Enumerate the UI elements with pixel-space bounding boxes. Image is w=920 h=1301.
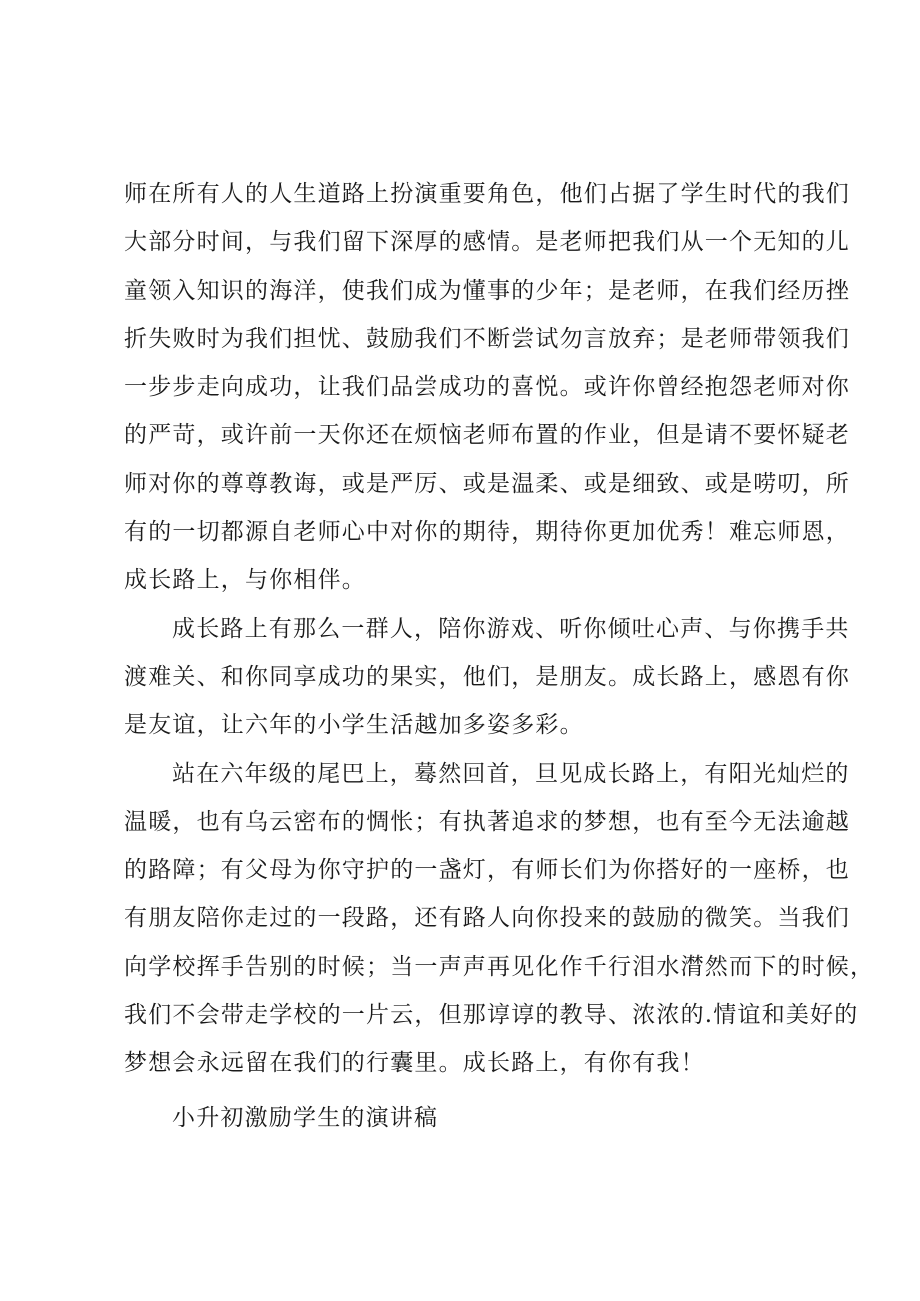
text-line: 向学校挥手告别的时候；当一声声再见化作千行泪水潸然而下的时候，: [124, 953, 875, 980]
text-line: 梦想会永远留在我们的行囊里。成长路上，有你有我！: [124, 1050, 705, 1077]
text-line: 站在六年级的尾巴上，蓦然回首，旦见成长路上，有阳光灿烂的: [172, 760, 850, 787]
text-line: 的路障；有父母为你守护的一盏灯，有师长们为你搭好的一座桥，也: [124, 857, 850, 884]
text-line: 童领入知识的海洋，使我们成为懂事的少年；是老师，在我们经历挫: [124, 277, 850, 304]
text-line: 折失败时为我们担忧、鼓励我们不断尝试勿言放弃；是老师带领我们: [124, 325, 850, 352]
text-line: 的严苛，或许前一天你还在烦恼老师布置的作业，但是请不要怀疑老: [124, 422, 850, 449]
paragraph-growth-road: [124, 750, 875, 1088]
text-line: 渡难关、和你同享成功的果实，他们，是朋友。成长路上，感恩有你: [124, 663, 850, 690]
paragraph-teachers: [124, 170, 850, 605]
text-line: 师在所有人的人生道路上扮演重要角色，他们占据了学生时代的我们: [124, 181, 850, 207]
text-line: 我们不会带走学校的一片云，但那谆谆的教导、浓浓的.情谊和美好的: [124, 1002, 859, 1029]
text-line: 是友谊，让六年的小学生活越加多姿多彩。: [124, 712, 584, 739]
text-line: 一步步走向成功，让我们品尝成功的喜悦。或许你曾经抱怨老师对你: [124, 374, 850, 401]
text-line: 成长路上有那么一群人，陪你游戏、听你倾吐心声、与你携手共: [172, 615, 850, 642]
text-line: 有朋友陪你走过的一段路，还有路人向你投来的鼓励的微笑。当我们: [124, 905, 850, 932]
paragraph-friends: [124, 605, 850, 750]
text-line: 有的一切都源自老师心中对你的期待，期待你更加优秀！难忘师恩，: [124, 519, 850, 546]
text-line: 大部分时间，与我们留下深厚的感情。是老师把我们从一个无知的儿: [124, 229, 850, 256]
text-line: 师对你的尊尊教诲，或是严厉、或是温柔、或是细致、或是唠叨，所: [124, 470, 850, 497]
document-body: [124, 170, 875, 1142]
next-article-title: 小升初激励学生的演讲稿: [172, 1104, 439, 1131]
text-line: 成长路上，与你相伴。: [124, 567, 366, 594]
text-line: 温暖，也有乌云密布的惆怅；有执著追求的梦想，也有至今无法逾越: [124, 808, 850, 835]
